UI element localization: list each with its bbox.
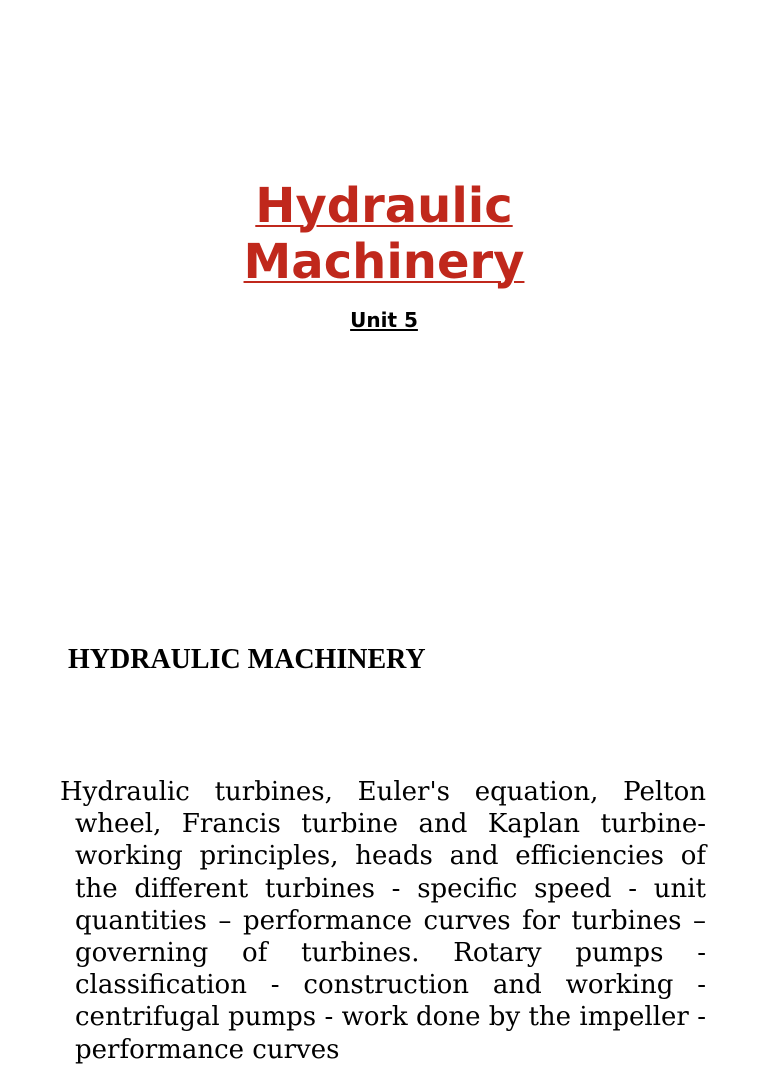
syllabus-paragraph: Hydraulic turbines, Euler's equation, Pelton wheel, Francis turbine and Kaplan turbine- working principles, heads and efficiencies of the different turbines - specific speed - unit quantities – performance curves for turbines – governing of turbines. Rotary pumps - classification - construction and working - centrifugal pumps - work done by the impeller - performance curves: [60, 777, 706, 1065]
section-heading: HYDRAULIC MACHINERY: [68, 644, 426, 675]
title-line-1: Hydraulic: [255, 178, 513, 234]
title-line-2: Machinery: [243, 234, 525, 290]
document-title: [0, 178, 768, 290]
unit-subtitle: Unit 5: [350, 308, 418, 332]
